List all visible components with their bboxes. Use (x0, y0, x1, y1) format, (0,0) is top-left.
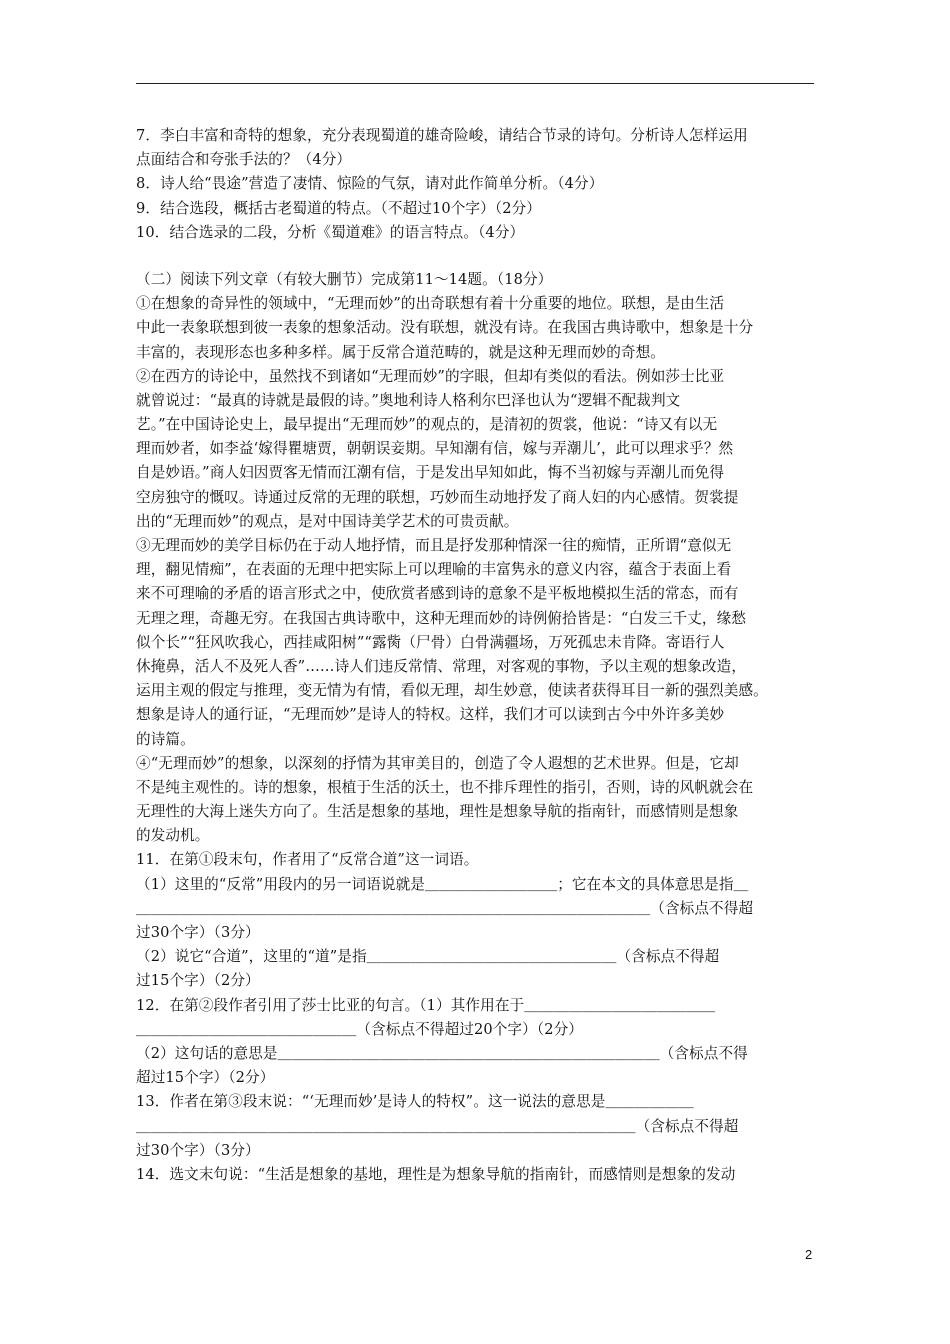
text-line: ＿＿＿＿＿＿＿＿＿＿＿＿＿＿＿＿＿＿＿＿＿＿＿＿＿＿＿＿＿＿＿＿＿＿（含标点不得超 (136, 1117, 739, 1135)
text-line: ④“无理而妙”的想象，以深刻的抒情为其审美目的，创造了令人遐想的艺术世界。但是，它却 (136, 754, 739, 772)
text-line: （1）这里的“反常”用段内的另一词语说就是＿＿＿＿＿＿＿＿＿；它在本文的具体意思是指＿ (136, 875, 749, 893)
text-line: 艺。”在中国诗论史上，最早提出“无理而妙”的观点的，是清初的贺裳，他说：“诗又有以无 (136, 416, 718, 434)
text-line: 12．在第②段作者引用了莎士比亚的句言。（1）其作用在于＿＿＿＿＿＿＿＿＿＿＿＿＿ (136, 996, 716, 1014)
text-line: 11．在第①段末句，作者用了“反常合道”这一词语。 (136, 851, 479, 869)
text-line: 不是纯主观性的。诗的想象，根植于生活的沃土，也不排斥理性的指引，否则，诗的风帆就会在 (136, 778, 754, 796)
text-line: 7．李白丰富和奇特的想象，充分表现蜀道的雄奇险峻，请结合节录的诗句。分析诗人怎样运用 (136, 127, 748, 144)
text-line: 丰富的，表现形态也多种多样。属于反常合道范畴的，就是这种无理而妙的奇想。 (136, 343, 665, 361)
text-line: 点面结合和夸张手法的？（4分） (136, 151, 352, 169)
text-line: 的发动机。 (136, 827, 210, 845)
text-line: （2）这句话的意思是＿＿＿＿＿＿＿＿＿＿＿＿＿＿＿＿＿＿＿＿＿＿＿＿＿＿（含标点不得 (136, 1044, 748, 1062)
text-line: 休掩鼻，活人不及死人香”……诗人们违反常情、常理，对客观的事物，予以主观的想象改造， (136, 657, 747, 675)
text-line: 来不可理喻的矛盾的语言形式之中，使欣赏者感到诗的意象不是平板地模拟生活的常态，而有 (136, 585, 739, 603)
text-line: 无理之理，奇趣无穷。在我国古典诗歌中，这种无理而妙的诗例俯拾皆是：“白发三千丈，缘愁 (136, 609, 747, 627)
header-rule (136, 83, 814, 84)
text-line: ①在想象的奇异性的领域中，“无理而妙”的出奇联想有着十分重要的地位。联想，是由生活 (136, 295, 725, 313)
text-line: ②在西方的诗论中，虽然找不到诸如“无理而妙”的字眼，但却有类似的看法。例如莎士比亚 (136, 367, 725, 385)
text-line: 过30个字）（3分） (136, 1141, 260, 1159)
questions-7-10 (136, 124, 816, 245)
text-line: 过30个字）（3分） (136, 924, 260, 941)
text-line: 理而妙者，如李益‘嫁得瞿塘贾，朝朝误妾期。早知潮有信，嫁与弄潮儿’，此可以理求乎？然 (136, 440, 734, 458)
questions-11-14 (136, 848, 816, 1187)
page-number: 2 (805, 1247, 813, 1262)
text-line: （2）说它“合道”，这里的“道”是指＿＿＿＿＿＿＿＿＿＿＿＿＿＿＿＿＿（含标点不得超 (136, 948, 720, 966)
text-line: 似个长”“狂风吹我心，西挂咸阳树”“露胔（尸骨）白骨满疆场，万死孤忠未肯降。寄语行人 (136, 633, 725, 651)
text-line: 空房独守的慨叹。诗通过反常的无理的联想，巧妙而生动地抒发了商人妇的内心感情。贺裳提 (136, 488, 739, 506)
page-body (136, 124, 816, 1187)
text-line: ＿＿＿＿＿＿＿＿＿＿＿＿＿＿＿（含标点不得超过20个字）（2分） (136, 1020, 583, 1038)
article (136, 292, 816, 848)
section-title: （二）阅读下列文章（有较大删节）完成第11～14题。（18分） (136, 270, 553, 288)
text-line: 中此一表象联想到彼一表象的想象活动。没有联想，就没有诗。在我国古典诗歌中，想象是十分 (136, 319, 754, 337)
text-line: 过15个字）（2分） (136, 972, 260, 990)
text-line: 9．结合选段，概括古老蜀道的特点。（不超过10个字）（2分） (136, 199, 541, 217)
text-line: 就曾说过：“最真的诗就是最假的诗。”奥地利诗人格利尔巴泽也认为“逻辑不配裁判文 (136, 391, 681, 409)
text-line: 14．选文末句说：“生活是想象的基地，理性是为想象导航的指南针，而感情则是想象的发动 (136, 1165, 736, 1183)
text-line: 超过15个字）（2分） (136, 1069, 275, 1087)
text-line: 的诗篇。 (136, 730, 195, 748)
text-line: 出的“无理而妙”的观点，是对中国诗美学艺术的可贵贡献。 (136, 512, 519, 530)
text-line: 想象是诗人的通行证，“无理而妙”是诗人的特权。这样，我们才可以读到古今中外许多美妙 (136, 706, 725, 724)
text-line: 8．诗人给“畏途”营造了凄情、惊险的气氛，请对此作简单分析。（4分） (136, 175, 604, 193)
text-line: ＿＿＿＿＿＿＿＿＿＿＿＿＿＿＿＿＿＿＿＿＿＿＿＿＿＿＿＿＿＿＿＿＿＿＿（含标点不得超 (136, 899, 754, 917)
text-line: 自是妙语。”商人妇因贾客无情而江潮有信，于是发出早知如此，悔不当初嫁与弄潮儿而免得 (136, 464, 725, 482)
text-line: 无理性的大海上迷失方向了。生活是想象的基地，理性是想象导航的指南针，而感情则是想象 (136, 803, 739, 821)
text-line: 10．结合选录的二段，分析《蜀道难》的语言特点。（4分） (136, 223, 525, 241)
text-line: ③无理而妙的美学目标仍在于动人地抒情，而且是抒发那种情深一往的痴情，正所谓“意似无 (136, 537, 732, 554)
text-line: 运用主观的假定与推理，变无情为有情，看似无理，却生妙意，使读者获得耳目一新的强烈美感。 (136, 682, 768, 700)
text-line: 13．作者在第③段末说：“‘无理而妙’是诗人的特权”。这一说法的意思是＿＿＿＿＿＿ (136, 1093, 694, 1111)
paragraph-gap (136, 245, 816, 268)
text-line: 理，翻见情痴”，在表面的无理中把实际上可以理喻的丰富隽永的意义内容，蕴含于表面上看 (136, 561, 732, 579)
